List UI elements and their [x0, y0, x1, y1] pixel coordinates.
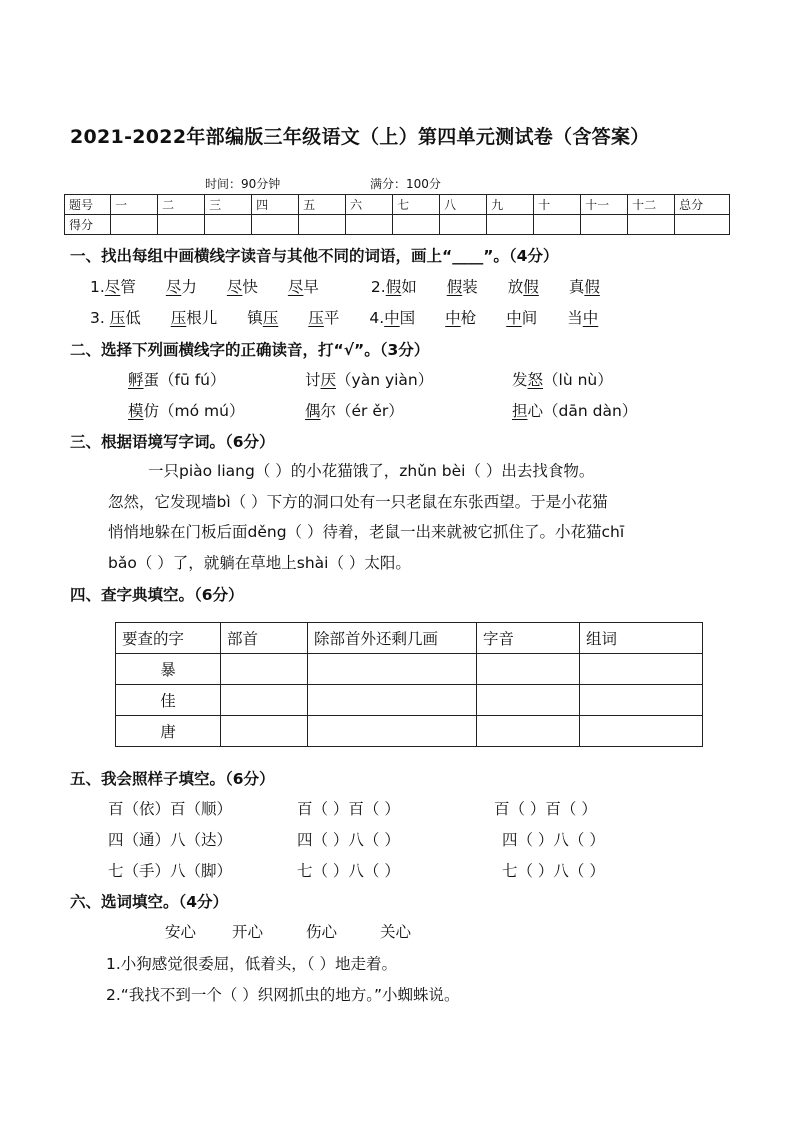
word-item[interactable]: 放假: [507, 278, 539, 296]
dictionary-table: [115, 622, 703, 747]
underlined-char: 尽: [226, 278, 243, 296]
dict-header: 字音: [477, 623, 580, 654]
underlined-char: 担: [512, 402, 528, 420]
score-header-cell: 总分: [675, 195, 730, 215]
score-value-cell[interactable]: [346, 215, 393, 235]
word-choice: 安心: [165, 923, 197, 941]
score-header-cell: 四: [252, 195, 299, 215]
idiom-example: 七（手）八（脚）: [108, 862, 233, 880]
score-header-cell: 十: [534, 195, 581, 215]
exam-full-score: 满分：100分: [370, 177, 441, 191]
word-item[interactable]: 尽早: [287, 278, 319, 296]
underlined-char: 孵: [128, 371, 144, 389]
dict-cell[interactable]: [477, 654, 580, 685]
underlined-char: 中: [445, 309, 461, 327]
underlined-char: 尽: [165, 278, 182, 296]
pinyin-choice[interactable]: 偶尔（ér ěr）: [305, 402, 404, 420]
underlined-char: 假: [523, 278, 539, 296]
score-value-cell[interactable]: [534, 215, 581, 235]
score-header-cell: 八: [440, 195, 487, 215]
word-item[interactable]: 当中: [567, 309, 599, 327]
idiom-blank[interactable]: 四（ ）八（ ）: [502, 831, 605, 849]
exam-time: 时间：90分钟: [205, 177, 281, 191]
underlined-char: 尽: [287, 278, 304, 296]
idiom-blank[interactable]: 七（ ）八（ ）: [502, 862, 605, 880]
score-header-cell: 五: [299, 195, 346, 215]
section-3-line: 忽然，它发现墙bì（ ）下方的洞口处有一只老鼠在东张西望。于是小花猫: [108, 493, 608, 511]
idiom-blank[interactable]: 七（ ）八（ ）: [297, 862, 400, 880]
dict-cell[interactable]: [221, 654, 308, 685]
section-1-heading: 一、找出每组中画横线字读音与其他不同的词语，画上“____”。（4分）: [70, 247, 559, 265]
underlined-char: 怒: [527, 371, 544, 389]
score-value-cell[interactable]: [111, 215, 158, 235]
dict-header: 除部首外还剩几画: [308, 623, 477, 654]
dict-cell[interactable]: [580, 685, 703, 716]
score-header-cell: 六: [346, 195, 393, 215]
section-1-line-2: [90, 306, 598, 328]
score-header-row: [65, 195, 730, 215]
score-header-cell: 九: [487, 195, 534, 215]
score-header-cell: 题号: [65, 195, 111, 215]
dict-cell[interactable]: [580, 716, 703, 747]
section-1-line-1: [90, 275, 600, 297]
score-header-cell: 十二: [628, 195, 675, 215]
dict-char: 佳: [116, 685, 221, 716]
dict-char: 唐: [116, 716, 221, 747]
question-1: 1.小狗感觉很委屈，低着头，（ ）地走着。: [106, 955, 397, 973]
word-item[interactable]: 镇压: [247, 309, 279, 327]
score-value-cell[interactable]: [393, 215, 440, 235]
dictionary-row: [116, 716, 703, 747]
section-2-heading: 二、选择下列画横线字的正确读音，打“√”。（3分）: [70, 341, 430, 359]
underlined-char: 尽: [104, 278, 121, 296]
score-value-cell[interactable]: [440, 215, 487, 235]
underlined-char: 假: [584, 278, 600, 296]
dict-header: 部首: [221, 623, 308, 654]
pinyin-choice[interactable]: 孵蛋（fū fú）: [128, 371, 226, 389]
section-3-line: bǎo（ ）了，就躺在草地上shài（ ）太阳。: [108, 554, 411, 572]
idiom-example: 百（依）百（顺）: [108, 800, 233, 818]
underlined-char: 压: [109, 309, 126, 327]
underlined-char: 中: [384, 309, 400, 327]
dictionary-row: [116, 685, 703, 716]
word-item[interactable]: 3. 压低: [90, 309, 141, 327]
underlined-char: 压: [262, 309, 279, 327]
word-choice: 关心: [380, 923, 412, 941]
page-title: 2021-2022年部编版三年级语文（上）第四单元测试卷（含答案）: [70, 126, 650, 148]
underlined-char: 厌: [320, 371, 337, 389]
dict-cell[interactable]: [477, 716, 580, 747]
dictionary-row: [116, 654, 703, 685]
pinyin-choice[interactable]: 担心（dān dàn）: [512, 402, 638, 420]
score-header-cell: 一: [111, 195, 158, 215]
dict-header: 要查的字: [116, 623, 221, 654]
pinyin-choice[interactable]: 发怒（lù nù）: [512, 371, 613, 389]
score-value-cell[interactable]: [252, 215, 299, 235]
underlined-char: 假: [385, 278, 402, 296]
section-3-line: 悄悄地躲在门板后面děng（ ）待着，老鼠一出来就被它抓住了。小花猫chī: [108, 523, 625, 541]
word-item[interactable]: 假装: [446, 278, 478, 296]
underlined-char: 模: [128, 402, 144, 420]
underlined-char: 中: [582, 309, 599, 327]
dictionary-header-row: [116, 623, 703, 654]
dict-char: 暴: [116, 654, 221, 685]
word-choice: 伤心: [306, 923, 338, 941]
section-4-heading: 四、查字典填空。（6分）: [70, 586, 244, 604]
word-item[interactable]: 中枪: [445, 309, 477, 327]
score-header-cell: 二: [158, 195, 205, 215]
dict-header: 组词: [580, 623, 703, 654]
question-2: 2.“我找不到一个（ ）织网抓虫的地方。”小蜘蛛说。: [106, 986, 460, 1004]
score-header-cell: 三: [205, 195, 252, 215]
word-item[interactable]: 1.尽管: [90, 278, 136, 296]
underlined-char: 中: [506, 309, 522, 327]
word-item[interactable]: 4.中国: [369, 309, 416, 327]
word-choice: 开心: [232, 923, 264, 941]
underlined-char: 偶: [305, 402, 321, 420]
score-value-cell[interactable]: [628, 215, 675, 235]
idiom-blank[interactable]: 四（ ）八（ ）: [297, 831, 400, 849]
word-item[interactable]: 压根儿: [170, 309, 218, 327]
dict-cell[interactable]: [477, 685, 580, 716]
underlined-char: 压: [308, 309, 324, 327]
underlined-char: 压: [170, 309, 187, 327]
dict-cell[interactable]: [308, 654, 477, 685]
pinyin-choice[interactable]: 模仿（mó mú）: [128, 402, 245, 420]
word-item[interactable]: 中间: [506, 309, 538, 327]
score-value-cell[interactable]: [205, 215, 252, 235]
idiom-example: 四（通）八（达）: [108, 831, 233, 849]
section-3-heading: 三、根据语境写字词。（6分）: [70, 433, 275, 451]
section-5-heading: 五、我会照样子填空。（6分）: [70, 770, 275, 788]
score-table: [64, 194, 730, 235]
section-3-line: 一只piào liang（ ）的小花猫饿了，zhǔn bèi（ ）出去找食物。: [148, 462, 595, 480]
score-label-cell: 得分: [65, 215, 111, 235]
word-item[interactable]: 压平: [308, 309, 340, 327]
score-value-cell[interactable]: [487, 215, 534, 235]
idiom-blank[interactable]: 百（ ）百（ ）: [494, 800, 597, 818]
dict-cell[interactable]: [308, 716, 477, 747]
dict-cell[interactable]: [308, 685, 477, 716]
word-item[interactable]: 尽快: [226, 278, 258, 296]
word-item[interactable]: 2.假如: [370, 278, 417, 296]
underlined-char: 假: [446, 278, 463, 296]
score-value-cell[interactable]: [299, 215, 346, 235]
pinyin-choice[interactable]: 讨厌（yàn yiàn）: [305, 371, 434, 389]
dict-cell[interactable]: [221, 716, 308, 747]
score-value-cell[interactable]: [158, 215, 205, 235]
dict-cell[interactable]: [580, 654, 703, 685]
score-value-row: [65, 215, 730, 235]
score-value-cell[interactable]: [675, 215, 730, 235]
score-value-cell[interactable]: [581, 215, 628, 235]
dict-cell[interactable]: [221, 685, 308, 716]
word-item[interactable]: 真假: [568, 278, 600, 296]
score-header-cell: 七: [393, 195, 440, 215]
word-item[interactable]: 尽力: [165, 278, 197, 296]
section-6-heading: 六、选词填空。（4分）: [70, 893, 229, 911]
idiom-blank[interactable]: 百（ ）百（ ）: [297, 800, 400, 818]
score-header-cell: 十一: [581, 195, 628, 215]
